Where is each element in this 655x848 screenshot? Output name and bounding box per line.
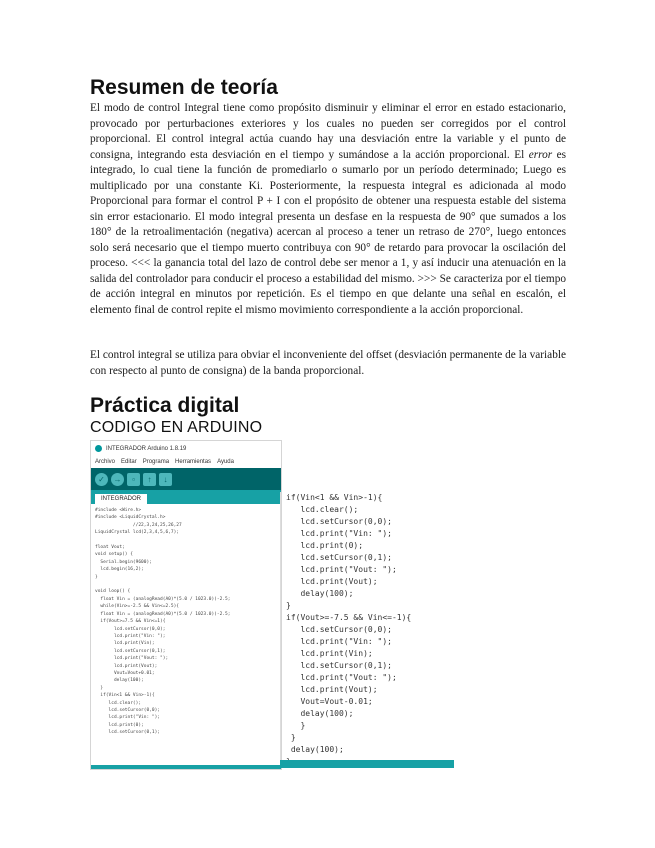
code-line: float Vout;	[95, 545, 125, 551]
zoom-code-line: if(Vin<1 && Vin>-1){	[286, 493, 383, 502]
ide-code-editor[interactable]	[91, 504, 281, 737]
code-line: LiquidCrystal lcd(2,3,4,5,6,7);	[95, 530, 179, 536]
code-line: lcd.print(Vout);	[95, 663, 158, 669]
ide-bottom-bar	[91, 765, 281, 769]
code-line: void loop() {	[95, 589, 131, 595]
zoom-code-line: delay(100);	[286, 589, 354, 598]
upload-icon[interactable]: →	[111, 473, 124, 486]
zoom-code-line: lcd.print("Vin: ");	[286, 529, 392, 538]
code-line: lcd.print("Vout: ");	[95, 656, 169, 662]
code-line: Serial.begin(9600);	[95, 559, 152, 565]
code-line: delay(100);	[95, 678, 144, 684]
zoom-code-line: delay(100);	[286, 745, 344, 754]
new-file-icon[interactable]: ▫	[127, 473, 140, 486]
menu-ayuda[interactable]: Ayuda	[217, 459, 234, 465]
zoom-code-line: lcd.print(Vin);	[286, 649, 373, 658]
offset-paragraph: El control integral se utiliza para obviar el inconveniente del offset (desviación permanente de la variable con respecto al punto de consigna) de la banda proporcional.	[90, 349, 566, 377]
zoom-code-line: lcd.print(0);	[286, 541, 364, 550]
code-line: float Vin = (analogRead(A0)*(5.0 / 1023.0))-2.5;	[95, 596, 231, 602]
zoom-code-line: lcd.setCursor(0,0);	[286, 625, 392, 634]
menu-archivo[interactable]: Archivo	[95, 459, 116, 465]
zoom-code-line: }	[286, 733, 296, 742]
theory-text-part1: El modo de control Integral tiene como propósito disminuir y eliminar el error en estado estacionario, provocado por perturbaciones exteriores y los cuales no pueden ser corregidos por el control proporcional. El control integral actúa cuando hay una desviación entre la variable y el punto de consigna, integrando esta desviación en el tiempo y sumándose a la acción proporcional. El	[90, 102, 566, 161]
zoom-code-line: lcd.print("Vin: ");	[286, 637, 392, 646]
ide-menubar	[91, 456, 281, 468]
code-line: lcd.clear();	[95, 700, 142, 706]
code-line: lcd.print(0);	[95, 722, 144, 728]
code-line: lcd.setCursor(0,0);	[95, 626, 166, 632]
code-line	[95, 537, 281, 544]
zoom-code-line: lcd.print(Vout);	[286, 685, 378, 694]
tab-integrador[interactable]: INTEGRADOR	[95, 494, 147, 504]
zoom-code-line: }	[286, 601, 291, 610]
zoom-code-line: lcd.print("Vout: ");	[286, 565, 397, 574]
code-line: //22,3,24,25,26,27	[95, 522, 182, 528]
code-line: #include <LiquidCrystal.h>	[95, 515, 166, 521]
ide-toolbar	[91, 468, 281, 490]
code-line: lcd.setCursor(0,1);	[95, 730, 161, 736]
arduino-ide-screenshot	[90, 440, 282, 770]
zoomed-code-snippet	[286, 492, 456, 770]
theory-emphasis-error: error	[528, 148, 553, 161]
zoom-bottom-bar	[280, 760, 454, 768]
code-subtitle: CODIGO EN ARDUINO	[90, 419, 263, 436]
ide-tabs	[91, 490, 281, 504]
zoom-code-line: if(Vout>=-7.5 && Vin<=-1){	[286, 613, 412, 622]
zoom-divider	[280, 492, 281, 762]
code-line: if(Vin<1 && Vin>-1){	[95, 693, 155, 699]
code-line: lcd.begin(16,2);	[95, 567, 144, 573]
section-title-practica: Práctica digital	[90, 394, 240, 417]
zoom-code-line: Vout=Vout-0.01;	[286, 697, 373, 706]
code-line: lcd.print(Vin);	[95, 641, 155, 647]
code-line: }	[95, 685, 104, 691]
zoom-code-line: lcd.setCursor(0,0);	[286, 517, 392, 526]
theory-text-part2: es integrado, lo cual tiene la función de promediarlo o sumarlo por un período determinado; Luego es multiplicado por una constante Ki. Posteriormente, la respuesta integral es adicionada al modo Proporcional para formar el control P + I con el propósito de obtener una respuesta estable del sistema sin error estacionario. El modo integral presenta un desfase en la respuesta de 90° que sumados a los 180° de la retroalimentación (negativa) acercan al proceso a tener un retraso de 270°, luego entonces solo será necesario que el tiempo muerto contribuya con 90° de retardo para provocar la oscilación del proceso. <<< la ganancia total del lazo de control debe ser menor a 1, y así inducir una atenuación en la salida del controlador para conducir el proceso a estabilidad del mismo. >>> Se caracteriza por el tiempo de acción integral en minutos por repetición. Es el tiempo en que delante una señal en escalón, el elemento final de control repite el mismo movimiento correspondiente a la acción proporcional.	[90, 148, 566, 316]
arduino-logo-icon	[95, 445, 102, 452]
open-file-icon[interactable]: ↑	[143, 473, 156, 486]
code-line: if(Vout>=7.5 && Vin<=1){	[95, 619, 166, 625]
zoom-code-line: lcd.print("Vout: ");	[286, 673, 397, 682]
code-line: while(Vin>=-2.5 && Vin<=2.5){	[95, 604, 179, 610]
save-file-icon[interactable]: ↓	[159, 473, 172, 486]
code-line: #include <Wire.h>	[95, 508, 142, 513]
code-line: lcd.print("Vin: ");	[95, 715, 161, 721]
zoom-code-line: }	[286, 721, 306, 730]
code-line: }	[95, 574, 98, 580]
menu-herramientas[interactable]: Herramientas	[175, 459, 212, 465]
verify-icon[interactable]: ✓	[95, 473, 108, 486]
section-title-resumen: Resumen de teoría	[90, 76, 278, 99]
code-line: Vout=Vout+0.01;	[95, 670, 155, 676]
code-line: void setup() {	[95, 552, 133, 558]
zoom-code-line: lcd.print(Vout);	[286, 577, 378, 586]
theory-paragraph	[90, 101, 566, 318]
ide-titlebar	[91, 441, 281, 456]
zoom-code-line: lcd.setCursor(0,1);	[286, 553, 392, 562]
zoom-code-line: lcd.clear();	[286, 505, 359, 514]
zoom-code-line: lcd.setCursor(0,1);	[286, 661, 392, 670]
code-line: float Vin = (analogRead(A0)*(5.0 / 1023.0))-2.5;	[95, 611, 231, 617]
code-line: lcd.print("Vin: ");	[95, 633, 166, 639]
code-line: lcd.setCursor(0,0);	[95, 707, 161, 713]
menu-programa[interactable]: Programa	[142, 459, 170, 465]
code-line: lcd.setCursor(0,1);	[95, 648, 166, 654]
ide-window-title: INTEGRADOR Arduino 1.8.19	[106, 445, 187, 452]
code-line	[95, 581, 281, 588]
menu-editar[interactable]: Editar	[121, 459, 137, 465]
zoom-code-line: delay(100);	[286, 709, 354, 718]
